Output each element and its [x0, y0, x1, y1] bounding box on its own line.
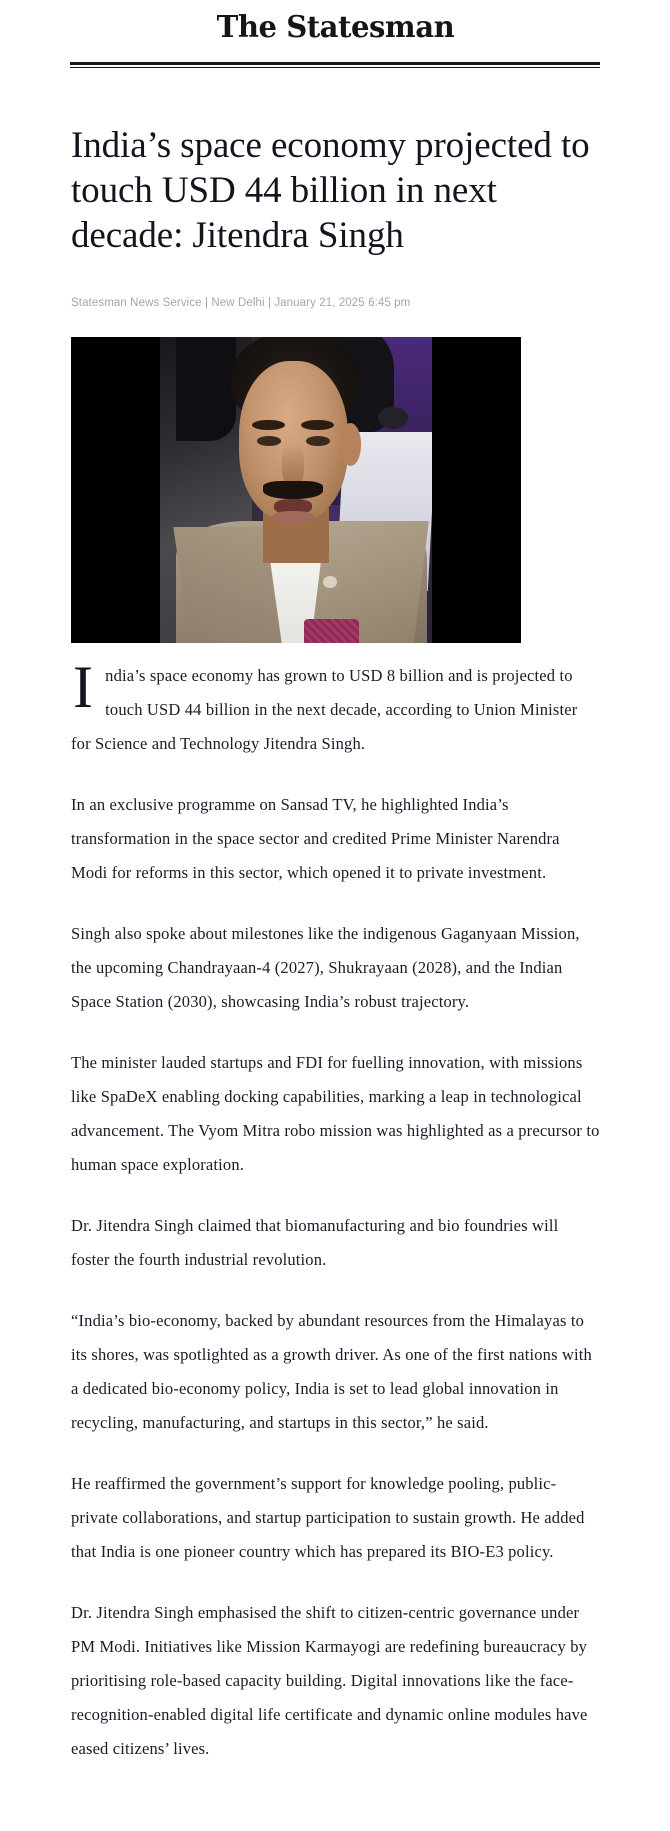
- site-masthead: [0, 0, 670, 52]
- statesman-logo[interactable]: The Statesman: [216, 10, 454, 45]
- photo-microphone: [378, 407, 408, 428]
- photo-ear: [340, 423, 362, 466]
- hero-photo: [160, 337, 432, 643]
- article-paragraph: He reaffirmed the government’s support for knowledge pooling, public-private collaborations, and startup participation to sustain growth. He added that India is one pioneer country which has prepared its BIO-E3 policy.: [71, 1474, 585, 1561]
- article-container: [0, 123, 670, 1766]
- article-paragraph: Singh also spoke about milestones like the indigenous Gaganyaan Mission, the upcoming Chandrayaan-4 (2027), Shukrayaan (2028), and the Indian Space Station (2030), showcasing India’s robust trajectory.: [71, 924, 580, 1011]
- divider-thick-line: [70, 62, 600, 65]
- masthead-divider: [0, 62, 670, 68]
- article-paragraph: “India’s bio-economy, backed by abundant resources from the Himalayas to its shores, was spotlighted as a growth driver. As one of the first nations with a dedicated bio-economy policy, India is set to lead global innovation in recycling, manufacturing, and startups in this sector,” he said.: [71, 1311, 592, 1432]
- byline: Statesman News Service | New Delhi | January 21, 2025 6:45 pm: [71, 297, 411, 309]
- article-paragraph-lead: India’s space economy has grown to USD 8 billion and is projected to touch USD 44 billion in the next decade, according to Union Minister for Science and Technology Jitendra Singh.: [71, 654, 578, 753]
- photo-dark-shape: [176, 337, 236, 441]
- article-paragraph: The minister lauded startups and FDI for fuelling innovation, with missions like SpaDeX enabling docking capabilities, marking a leap in technological advancement. The Vyom Mitra robo mission was highlighted as a precursor to human space exploration.: [71, 1053, 600, 1174]
- photo-lower-lip: [272, 511, 316, 523]
- photo-pocket-square: [304, 619, 358, 643]
- article-paragraph: Dr. Jitendra Singh claimed that biomanufacturing and bio foundries will foster the fourth industrial revolution.: [71, 1216, 559, 1269]
- divider-thin-line: [70, 67, 600, 68]
- article-paragraph: Dr. Jitendra Singh emphasised the shift to citizen-centric governance under PM Modi. Initiatives like Mission Karmayogi are redefining bureaucracy by prioritising role-based capacity building. Digital innovations like the face-recognition-enabled digital life certificate and dynamic online modules have eased citizens’ lives.: [71, 1603, 588, 1758]
- photo-mustache: [263, 481, 323, 499]
- article-paragraph: In an exclusive programme on Sansad TV, he highlighted India’s transformation in the space sector and credited Prime Minister Narendra Modi for reforms in this sector, which opened it to private investment.: [71, 795, 560, 882]
- photo-lapel-pin: [323, 576, 337, 588]
- article-body: [71, 654, 600, 1766]
- hero-image: [71, 337, 521, 643]
- page-title: India’s space economy projected to touch USD 44 billion in next decade: Jitendra Singh: [71, 125, 590, 256]
